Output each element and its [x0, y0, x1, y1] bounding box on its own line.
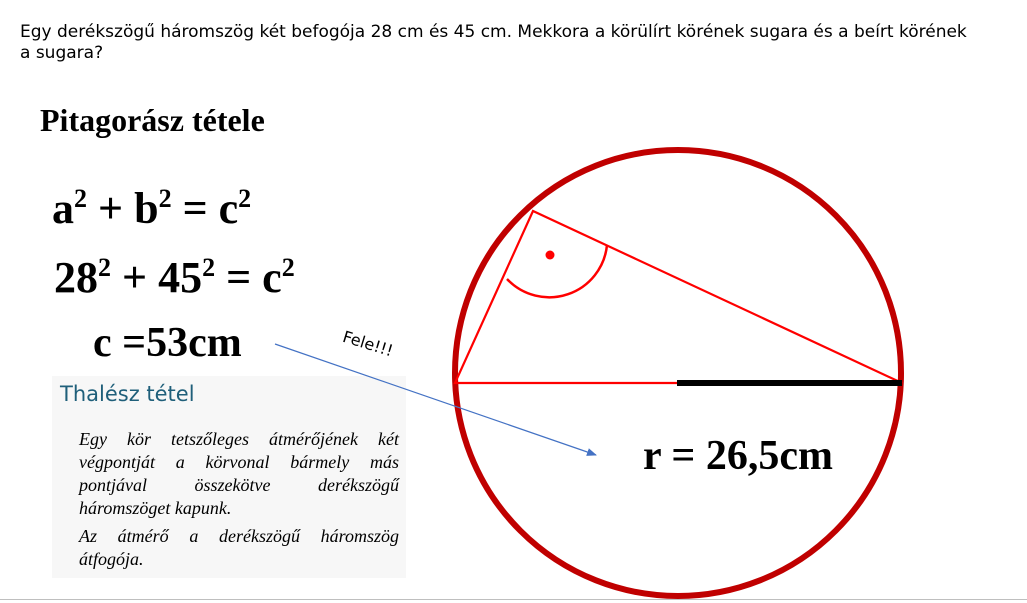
half-annotation: Fele!!! [340, 327, 396, 361]
formula-b: b [134, 184, 159, 233]
problem-statement: Egy derékszögű háromszög két befogója 28 cm és 45 cm. Mekkora a körülírt körének sugara és a beírt körének a sugara? [20, 22, 967, 63]
hypotenuse-result: c =53cm [93, 320, 242, 366]
formula-equals-c: = c [171, 184, 239, 233]
formula-a: a [52, 184, 74, 233]
circumscribed-circle [455, 150, 901, 596]
substituted-equals-c: = c [215, 253, 282, 302]
thales-paragraph-1: Egy kör tetszőleges átmérőjének két végpontját a körvonal bármely más pontjával összekötve derékszögű háromszöget kapunk. [79, 429, 399, 518]
exponent-45: 2 [202, 253, 216, 282]
formula-plus: + [87, 184, 135, 233]
half-arrow [275, 344, 596, 455]
formula-exponent-a: 2 [74, 184, 87, 213]
leg-45: 45 [158, 253, 203, 302]
thales-title: Thalész tétel [60, 382, 195, 406]
leg-28: 28 [54, 253, 98, 302]
substituted-plus: + [111, 253, 159, 302]
formula-exponent-b: 2 [158, 184, 172, 213]
radius-result: r = 26,5cm [643, 433, 833, 479]
right-angle-arc [507, 245, 607, 297]
thales-paragraph-2: Az átmérő a derékszögű háromszög átfogója. [79, 526, 399, 569]
exponent-28: 2 [98, 253, 111, 282]
exponent-c: 2 [281, 253, 295, 282]
pythagoras-heading: Pitagorász tétele [40, 102, 265, 138]
right-angle-dot [546, 251, 555, 260]
right-triangle [455, 211, 902, 383]
formula-exponent-c: 2 [238, 184, 252, 213]
bottom-divider [0, 599, 1027, 600]
